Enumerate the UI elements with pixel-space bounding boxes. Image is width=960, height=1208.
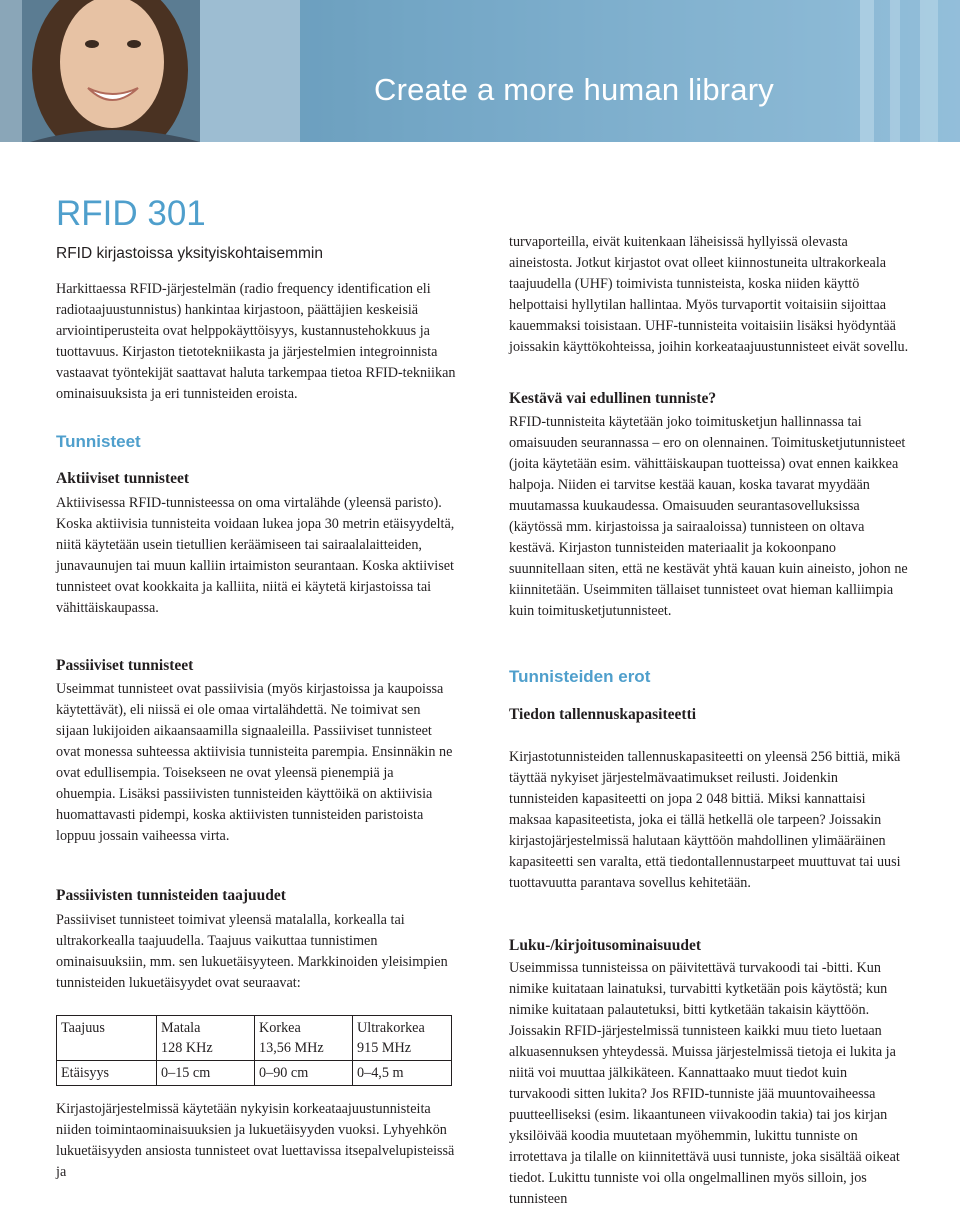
- durable-vs-cheap-heading: Kestävä vai edullinen tunniste?: [509, 390, 717, 407]
- active-tags-paragraph: Aktiivisessa RFID-tunnisteessa on oma virtalähde (yleensä paristo). Koska aktiivisia tunnisteita voidaan lukea jopa 30 metrin etäisyydeltä, niitä käytetään usein tietullien keräämiseen tai sairaalalaitteiden, junavaunujen tai muun kalliin irtaimiston seurantaan. Koska aktiiviset tunnisteet ovat kookkaita ja kalliita, niitä ei käytetä kirjastoissa tai vähittäiskaupassa.: [56, 495, 455, 616]
- table-label-range: Etäisyys: [57, 1061, 157, 1086]
- table-col-name: Korkea: [259, 1020, 301, 1036]
- table-col-freq: 13,56 MHz: [259, 1040, 324, 1056]
- table-label-frequency: Taajuus: [57, 1016, 157, 1061]
- table-col-freq: 128 KHz: [161, 1040, 213, 1056]
- read-write-paragraph: Useimmissa tunnisteissa on päivitettävä turvakoodi tai -bitti. Kun nimike kuitataan lainatuksi, turvabitti kytketään pois käytöstä; kun nimike kuitataan palautetuksi, bitti kytketään takaisin käyttöön. Joissakin RFID-järjestelmissä tunnisteen kaikki muu tieto luetaan alkuasennuksen yhteydessä. Muissa järjestelmissä tietoja ei lukita ja niitä voi muuttaa jälkikäteen. Kannattaako muut tiedot kuin turvakoodi sitten lukita? Jos RFID-tunniste jää muuntovaiheessa puutteelliseksi (esim. likaantuneen viivakoodin takia) tai jos kirjan yksilöivää koodia muutetaan myöhemmin, lukittu tunniste on irrotettava ja tilalle on kiinnitettävä uusi tunniste, joka sisältää oikeat tiedot. Lukittu tunniste voi olla ongelmallinen myös silloin, jos tunnisteen: [509, 960, 900, 1207]
- passive-tags-paragraph: Useimmat tunnisteet ovat passiivisia (myös kirjastoissa ja kaupoissa käytettävät), eli niissä ei ole omaa virtalähdettä. Ne toimivat sen sijaan lukijoiden aikaansaamilla signaaleilla. Passiiviset tunnisteet ovat monessa suhteessa aktiivisia tunnisteita parempia. Ensinnäkin ne ovat edullisempia. Toisekseen ne ovat yleensä pienempiä ja ohuempia. Lisäksi passiivisten tunnisteiden käyttöikä on aktiivisia huomattavasti pidempi, koska aktiivisten tunnisteiden paristoista loppuu jossain vaiheessa virta.: [56, 681, 453, 844]
- table-cell-uhf-frequency: [353, 1016, 452, 1061]
- woman-illustration: [0, 0, 300, 142]
- table-cell-high-range: 0–90 cm: [255, 1061, 353, 1086]
- read-write-heading: Luku-/kirjoitusominaisuudet: [509, 937, 702, 954]
- table-row-range: [57, 1061, 452, 1086]
- frequency-paragraph: Passiiviset tunnisteet toimivat yleensä matalalla, korkealla tai ultrakorkealla taajuudella. Taajuus vaikuttaa tunnistimen ominaisuuksiin, mm. sen lukuetäisyyteen. Markkinoiden yleisimpien tunnisteiden lukuetäisyydet ovat seuraavat:: [56, 912, 448, 991]
- header-banner: [0, 0, 960, 142]
- table-cell-low-range: 0–15 cm: [157, 1061, 255, 1086]
- storage-heading: Tiedon tallennuskapasiteetti: [509, 706, 697, 723]
- intro-paragraph: Harkittaessa RFID-järjestelmän (radio frequency identification eli radiotaajuustunnistus) hankintaa kirjastoon, päättäjien keskeisiä arviointiperusteita ovat helppokäyttöisyys, kustannustehokkuus ja tuottavuus. Kirjaston tietotekniikasta ja järjestelmien integroinnista vastaavat työntekijät saattavat haluta tarkempaa tietoa RFID-tekniikan ominaisuuksista ja eri tunnisteiden eroista.: [56, 281, 456, 402]
- closing-paragraph: Kirjastojärjestelmissä käytetään nykyisin korkeataajuustunnisteita niiden toimintaominaisuuksien ja lukuetäisyyden vuoksi. Lyhyehkön lukuetäisyyden ansiosta tunnisteet ovat luettavissa itsepalvelupisteissä ja: [56, 1101, 455, 1180]
- section-heading-tags: Tunnisteet: [56, 432, 141, 451]
- woman-photo: [0, 0, 300, 142]
- table-col-name: Matala: [161, 1020, 201, 1036]
- table-row-frequency: [57, 1016, 452, 1061]
- bookshelf-graphic: [300, 0, 960, 142]
- page-title: RFID 301: [56, 194, 206, 233]
- durable-vs-cheap-paragraph: RFID-tunnisteita käytetään joko toimitusketjun hallinnassa tai omaisuuden seurannassa – ero on olennainen. Toimitusketjutunnisteet (joita käytetään esim. vähittäiskaupan tuotteissa) ovat ennen kaikkea halpoja. Niiden ei tarvitse kestää kauan, koska tavarat myydään muutamassa kuukaudessa. Omaisuuden seurantasovelluksissa (käytössä mm. kirjastoissa ja sairaaloissa) tunnisteen on oltava kestävä. Kirjaston tunnisteiden materiaalit ja kokoonpano suunnitellaan siten, että ne kestävät yhtä kauan kuin aineisto, johon ne kiinnitetään. Useimmiten tällaiset tunnisteet ovat hieman kalliimpia kuin toimitusketjutunnisteet.: [509, 414, 908, 619]
- active-tags-heading: Aktiiviset tunnisteet: [56, 470, 190, 487]
- table-cell-low-frequency: [157, 1016, 255, 1061]
- frequency-table: [56, 1015, 452, 1086]
- section-heading-differences: Tunnisteiden erot: [509, 667, 651, 686]
- storage-paragraph: Kirjastotunnisteiden tallennuskapasiteetti on yleensä 256 bittiä, mikä täyttää nykyiset järjestelmävaatimukset reilusti. Joidenkin tunnisteiden kapasiteetti on jopa 2 048 bittiä. Miksi kannattaisi maksaa kapasiteetista, joka ei tällä hetkellä ole tarpeen? Joissakin kirjastojärjestelmissä halutaan käyttöön mahdollinen ylimääräinen kapasiteetti sen varalta, että tiedontallennustarpeet muuttuvat tai uusi tuottavuutta parantava sovellus kehitetään.: [509, 749, 901, 891]
- continuation-paragraph: turvaporteilla, eivät kuitenkaan läheisissä hyllyissä olevasta aineistosta. Jotkut kirjastot ovat olleet kiinnostuneita ultrakorkeala taajuudella (UHF) toimivista tunnisteista, koska niiden käyttö helpottaisi hyllytilan hallintaa. Myös turvaportit voitaisiin sijoittaa kauemmaksi toisistaan. UHF-tunnisteita voitaisiin lisäksi hyödyntää joissakin käyttökohteissa, joihin korkeataajuustunnisteet eivät sovellu.: [509, 234, 909, 355]
- passive-tags-heading: Passiiviset tunnisteet: [56, 657, 194, 674]
- frequency-heading: Passiivisten tunnisteiden taajuudet: [56, 887, 286, 904]
- table-col-name: Ultrakorkea: [357, 1020, 425, 1036]
- banner-title: Create a more human library: [374, 72, 774, 107]
- table-col-freq: 915 MHz: [357, 1040, 411, 1056]
- table-cell-uhf-range: 0–4,5 m: [353, 1061, 452, 1086]
- page-subtitle: RFID kirjastoissa yksityiskohtaisemmin: [56, 245, 323, 262]
- table-cell-high-frequency: [255, 1016, 353, 1061]
